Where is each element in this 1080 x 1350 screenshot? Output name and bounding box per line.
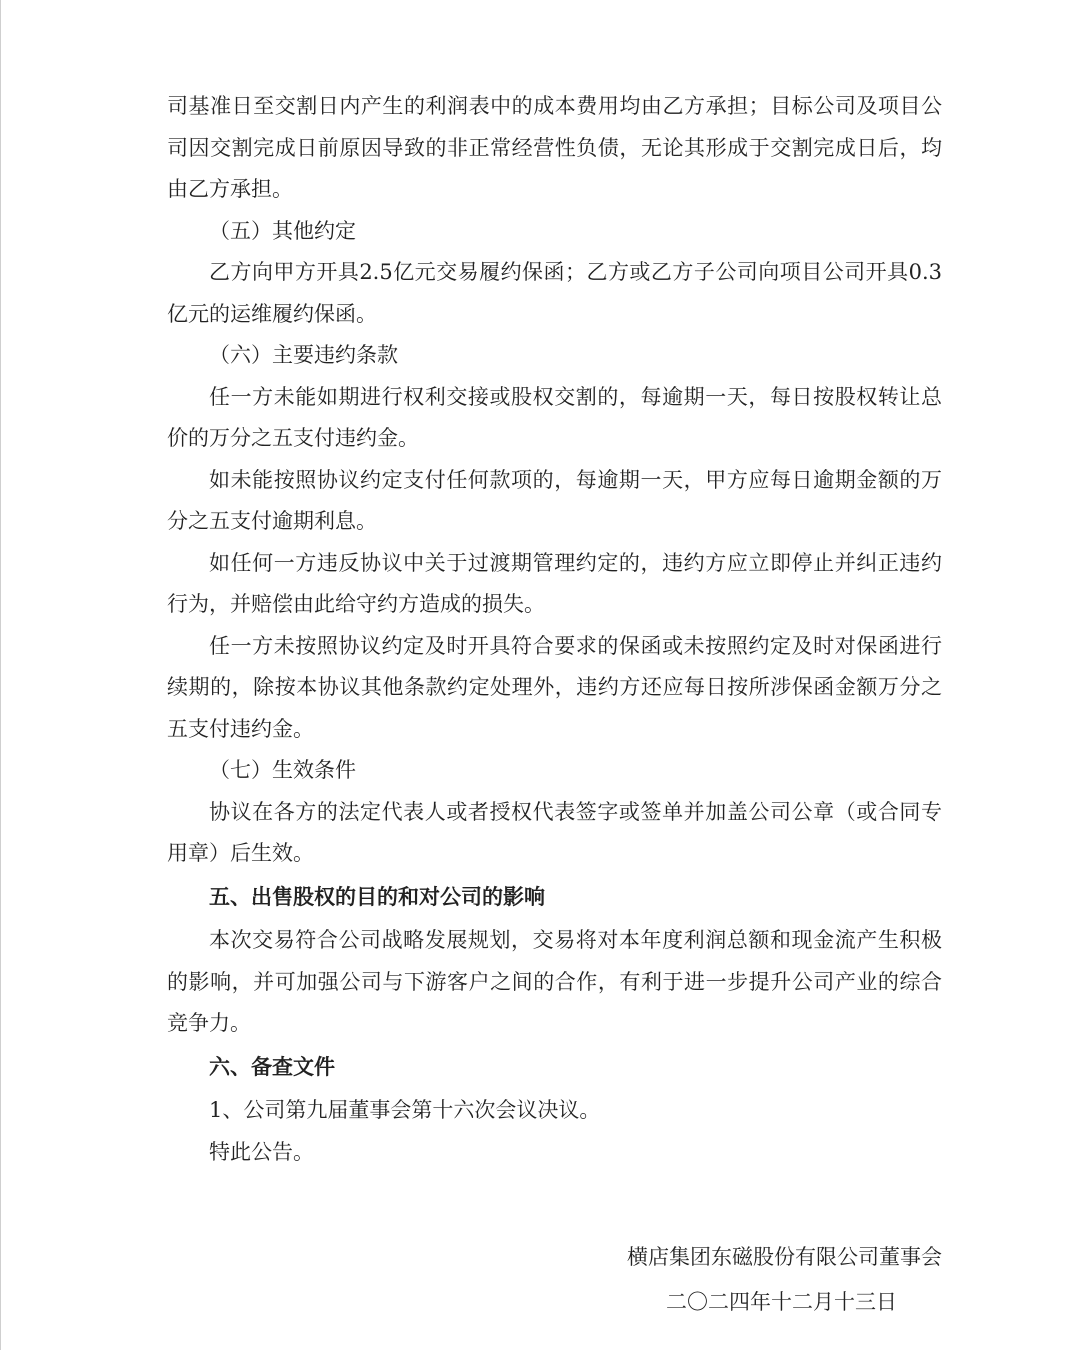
- section-6-paragraph-2: 如未能按照协议约定支付任何款项的，每逾期一天，甲方应每日逾期金额的万分之五支付逾期利息。: [167, 467, 942, 533]
- section-6-paragraph-4: 任一方未按照协议约定及时开具符合要求的保函或未按照约定及时对保函进行续期的，除按本协议其他条款约定处理外，违约方还应每日按所涉保函金额万分之五支付违约金。: [167, 633, 942, 741]
- section-6-heading: （六）主要违约条款: [209, 343, 398, 367]
- closing-statement: 特此公告。: [209, 1139, 314, 1164]
- section-6-paragraph-1: 任一方未能如期进行权利交接或股权交割的，每逾期一天，每日按股权转让总价的万分之五支付违约金。: [167, 384, 942, 450]
- chapter-5-text: 本次交易符合公司战略发展规划，交易将对本年度利润总额和现金流产生积极的影响，并可加强公司与下游客户之间的合作，有利于进一步提升公司产业的综合竞争力。: [167, 928, 942, 1035]
- signature-date: 二〇二四年十二月十三日: [666, 1290, 897, 1314]
- intro-paragraph: 司基准日至交割日内产生的利润表中的成本费用均由乙方承担；目标公司及项目公司因交割完成日前原因导致的非正常经营性负债，无论其形成于交割完成日后，均由乙方承担。: [167, 94, 942, 201]
- section-7-text: 协议在各方的法定代表人或者授权代表签字或签单并加盖公司公章（或合同专用章）后生效。: [167, 799, 942, 865]
- chapter-6-item-1: 1、公司第九届董事会第十六次会议决议。: [209, 1098, 601, 1122]
- section-5-text: 乙方向甲方开具2.5亿元交易履约保函；乙方或乙方子公司向项目公司开具0.3亿元的运维履约保函。: [167, 260, 942, 326]
- chapter-5-heading: 五、出售股权的目的和对公司的影响: [209, 884, 545, 909]
- section-5-heading: （五）其他约定: [209, 218, 356, 243]
- chapter-6-heading: 六、备查文件: [209, 1054, 335, 1079]
- signature-company: 横店集团东磁股份有限公司董事会: [627, 1245, 942, 1269]
- section-7-heading: （七）生效条件: [209, 758, 356, 782]
- section-6-paragraph-3: 如任何一方违反协议中关于过渡期管理约定的，违约方应立即停止并纠正违约行为，并赔偿由此给守约方造成的损失。: [167, 550, 942, 616]
